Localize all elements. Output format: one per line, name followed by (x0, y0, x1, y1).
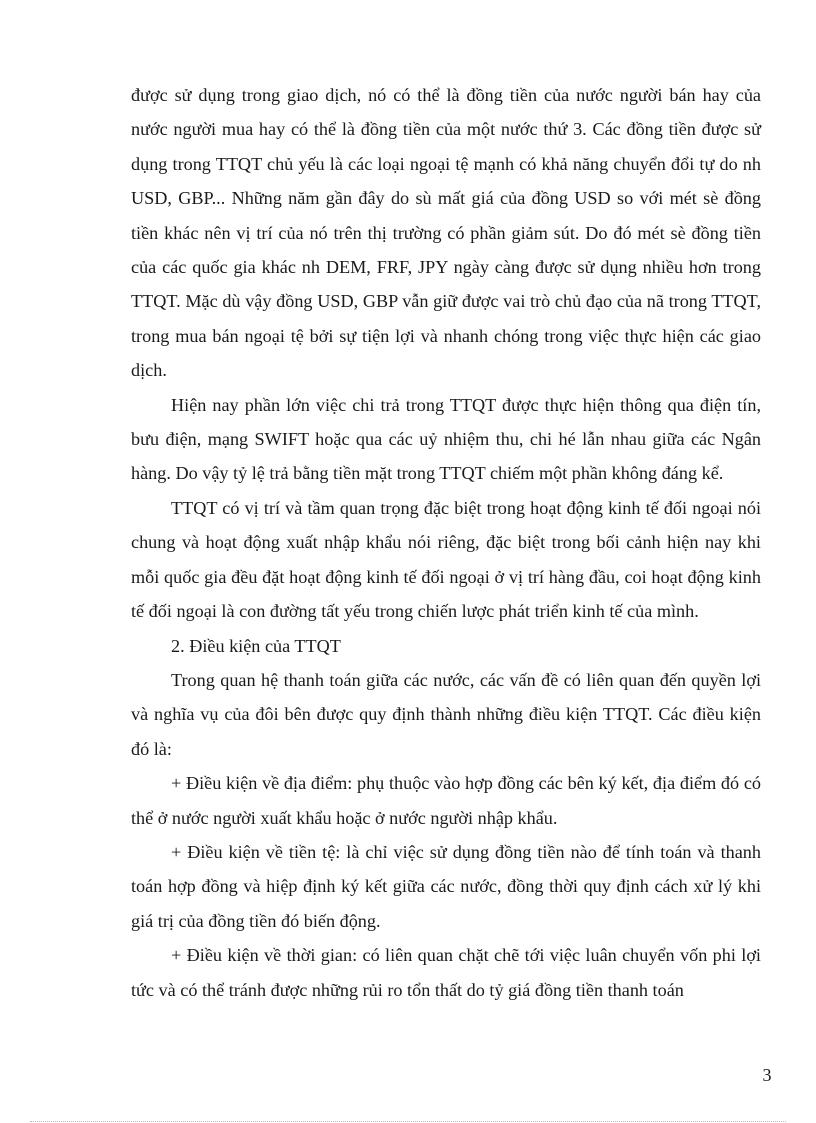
document-body (131, 78, 761, 1007)
paragraph-location-condition: + Điều kiện về địa điểm: phụ thuộc vào hợp đồng các bên ký kết, địa điểm đó có thể ở nước người xuất khẩu hoặc ở nước người nhập khẩu. (131, 773, 761, 828)
paragraph-importance: TTQT có vị trí và tầm quan trọng đặc biệt trong hoạt động kinh tế đối ngoại nói chung và hoạt động xuất nhập khẩu nói riêng, đặc biệt trong bối cảnh hiện nay khi mỗi quốc gia đều đặt hoạt động kinh tế đối ngoại ở vị trí hàng đầu, coi hoạt động kinh tế đối ngoại là con đường tất yếu trong chiến lược phát triển kinh tế của mình. (131, 497, 761, 622)
paragraph-conditions-intro: Trong quan hệ thanh toán giữa các nước, các vấn đề có liên quan đến quyền lợi và nghĩa vụ của đôi bên được quy định thành những điều kiện TTQT. Các điều kiện đó là: (131, 669, 761, 759)
paragraph-payment-methods: Hiện nay phần lớn việc chi trả trong TTQT được thực hiện thông qua điện tín, bưu điện, mạng SWIFT hoặc qua các uỷ nhiệm thu, chi hé lẫn nhau giữa các Ngân hàng. Do vậy tỷ lệ trả bằng tiền mặt trong TTQT chiếm một phần không đáng kể. (131, 394, 761, 484)
section-heading: 2. Điều kiện của TTQT (171, 635, 341, 656)
paragraph-time-condition: + Điều kiện về thời gian: có liên quan chặt chẽ tới việc luân chuyển vốn phi lợi tức và có thể tránh được những rủi ro tổn thất do tỷ giá đồng tiền thanh toán (131, 945, 761, 1000)
paragraph-continuation: được sử dụng trong giao dịch, nó có thể là đồng tiền của nước người bán hay của nước người mua hay có thể là đồng tiền của một nước thứ 3. Các đồng tiền được sử dụng trong TTQT chủ yếu là các loại ngoại tệ mạnh có khả năng chuyển đổi tự do nh USD, GBP... Những năm gần đây do sù mất giá của đồng USD so với mét sè đồng tiền khác nên vị trí của nó trên thị trường có phần giảm sút. Do đó mét sè đồng tiền của các quốc gia khác nh DEM, FRF, JPY ngày càng được sử dụng nhiều hơn trong TTQT. Mặc dù vậy đồng USD, GBP vẫn giữ được vai trò chủ đạo của nã trong TTQT, trong mua bán ngoại tệ bởi sự tiện lợi và nhanh chóng trong việc thực hiện các giao dịch. (131, 85, 761, 381)
page-bottom-divider (30, 1121, 786, 1122)
paragraph-currency-condition: + Điều kiện về tiền tệ: là chỉ việc sử dụng đồng tiền nào để tính toán và thanh toán hợp đồng và hiệp định ký kết giữa các nước, đồng thời quy định cách xử lý khi giá trị của đồng tiền đó biến động. (131, 841, 761, 931)
page-number: 3 (762, 1065, 772, 1085)
